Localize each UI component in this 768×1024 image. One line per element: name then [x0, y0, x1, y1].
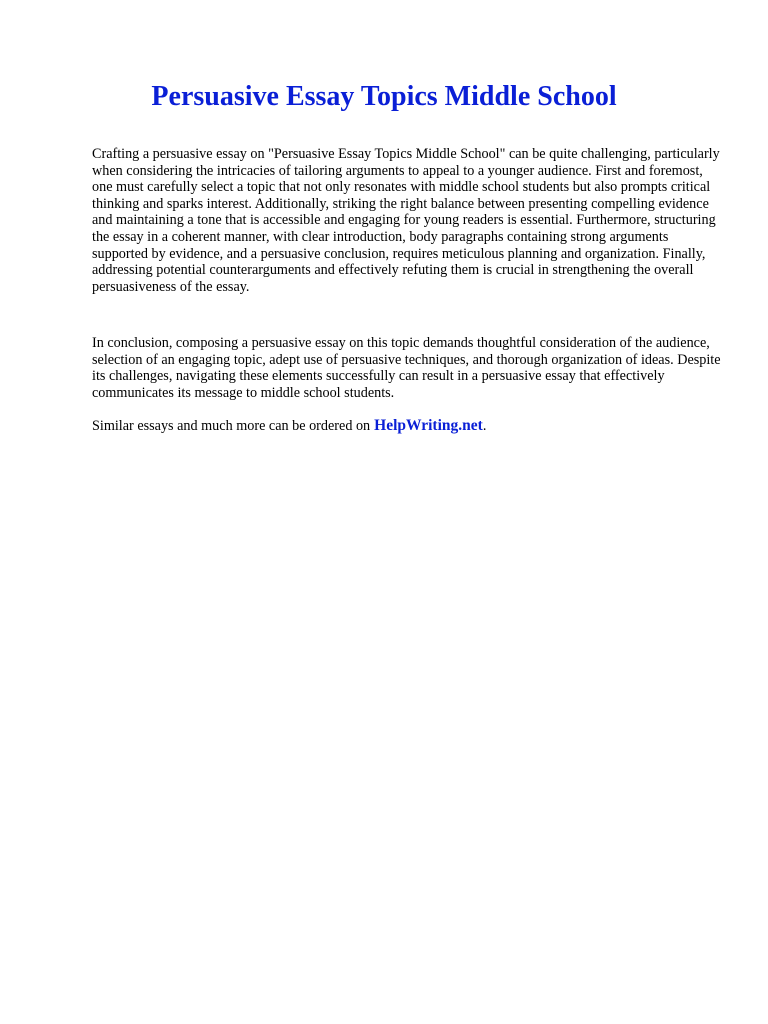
footer-trailing-period: . [482, 418, 487, 434]
footer-line [92, 418, 724, 435]
footer-text: Similar essays and much more can be ordered on [92, 418, 371, 434]
helpwriting-link[interactable]: HelpWriting.net [374, 417, 483, 434]
body-paragraph-2: In conclusion, composing a persuasive essay on this topic demands thoughtful consideration of the audience, selection of an engaging topic, adept use of persuasive techniques, and thorough organization of ideas. Despite its challenges, navigating these elements successfully can result in a persuasive essay that effectively communicates its message to middle school students. [92, 335, 721, 401]
body-paragraph-1: Crafting a persuasive essay on "Persuasive Essay Topics Middle School" can be quite challenging, particularly when considering the intricacies of tailoring arguments to appeal to a younger audience. First and foremost, one must carefully select a topic that not only resonates with middle school students but also prompts critical thinking and sparks interest. Additionally, striking the right balance between presenting compelling evidence and maintaining a tone that is accessible and engaging for young readers is essential. Furthermore, structuring the essay in a coherent manner, with clear introduction, body paragraphs containing strong arguments supported by evidence, and a persuasive conclusion, requires meticulous planning and organization. Finally, addressing potential counterarguments and effectively refuting them is crucial in strengthening the overall persuasiveness of the essay. [92, 146, 720, 295]
document-title: Persuasive Essay Topics Middle School [151, 81, 617, 112]
